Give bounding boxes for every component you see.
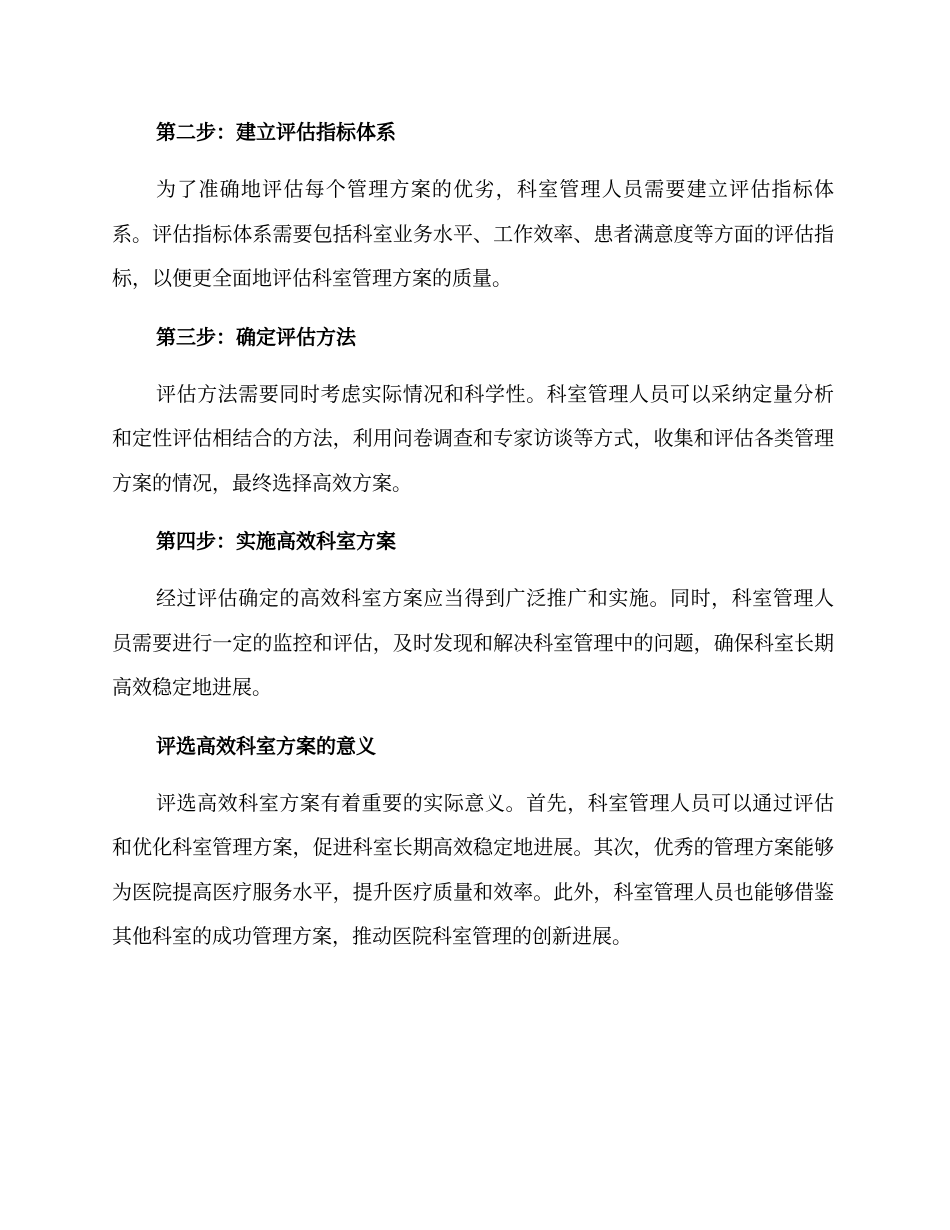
section-heading: 第四步：实施高效科室方案 — [156, 529, 396, 553]
section-heading: 第二步：建立评估指标体系 — [156, 120, 396, 144]
section-paragraph: 评估方法需要同时考虑实际情况和科学性。科室管理人员可以采纳定量分析和定性评估相结合的方法，利用问卷调查和专家访谈等方式，收集和评估各类管理方案的情况，最终选择高效方案。 — [112, 381, 834, 495]
section-paragraph: 经过评估确定的高效科室方案应当得到广泛推广和实施。同时，科室管理人员需要进行一定的监控和评估，及时发现和解决科室管理中的问题，确保科室长期高效稳定地进展。 — [112, 586, 834, 699]
section-heading: 评选高效科室方案的意义 — [156, 733, 376, 758]
section-paragraph: 为了准确地评估每个管理方案的优劣，科室管理人员需要建立评估指标体系。评估指标体系需要包括科室业务水平、工作效率、患者满意度等方面的评估指标，以便更全面地评估科室管理方案的质量。 — [112, 177, 834, 290]
document-body — [112, 110, 834, 959]
section-paragraph: 评选高效科室方案有着重要的实际意义。首先，科室管理人员可以通过评估和优化科室管理方案，促进科室长期高效稳定地进展。其次，优秀的管理方案能够为医院提高医疗服务水平，提升医疗质量和效率。此外，科室管理人员也能够借鉴其他科室的成功管理方案，推动医院科室管理的创新进展。 — [112, 790, 834, 948]
section-heading: 第三步：确定评估方法 — [156, 324, 356, 349]
